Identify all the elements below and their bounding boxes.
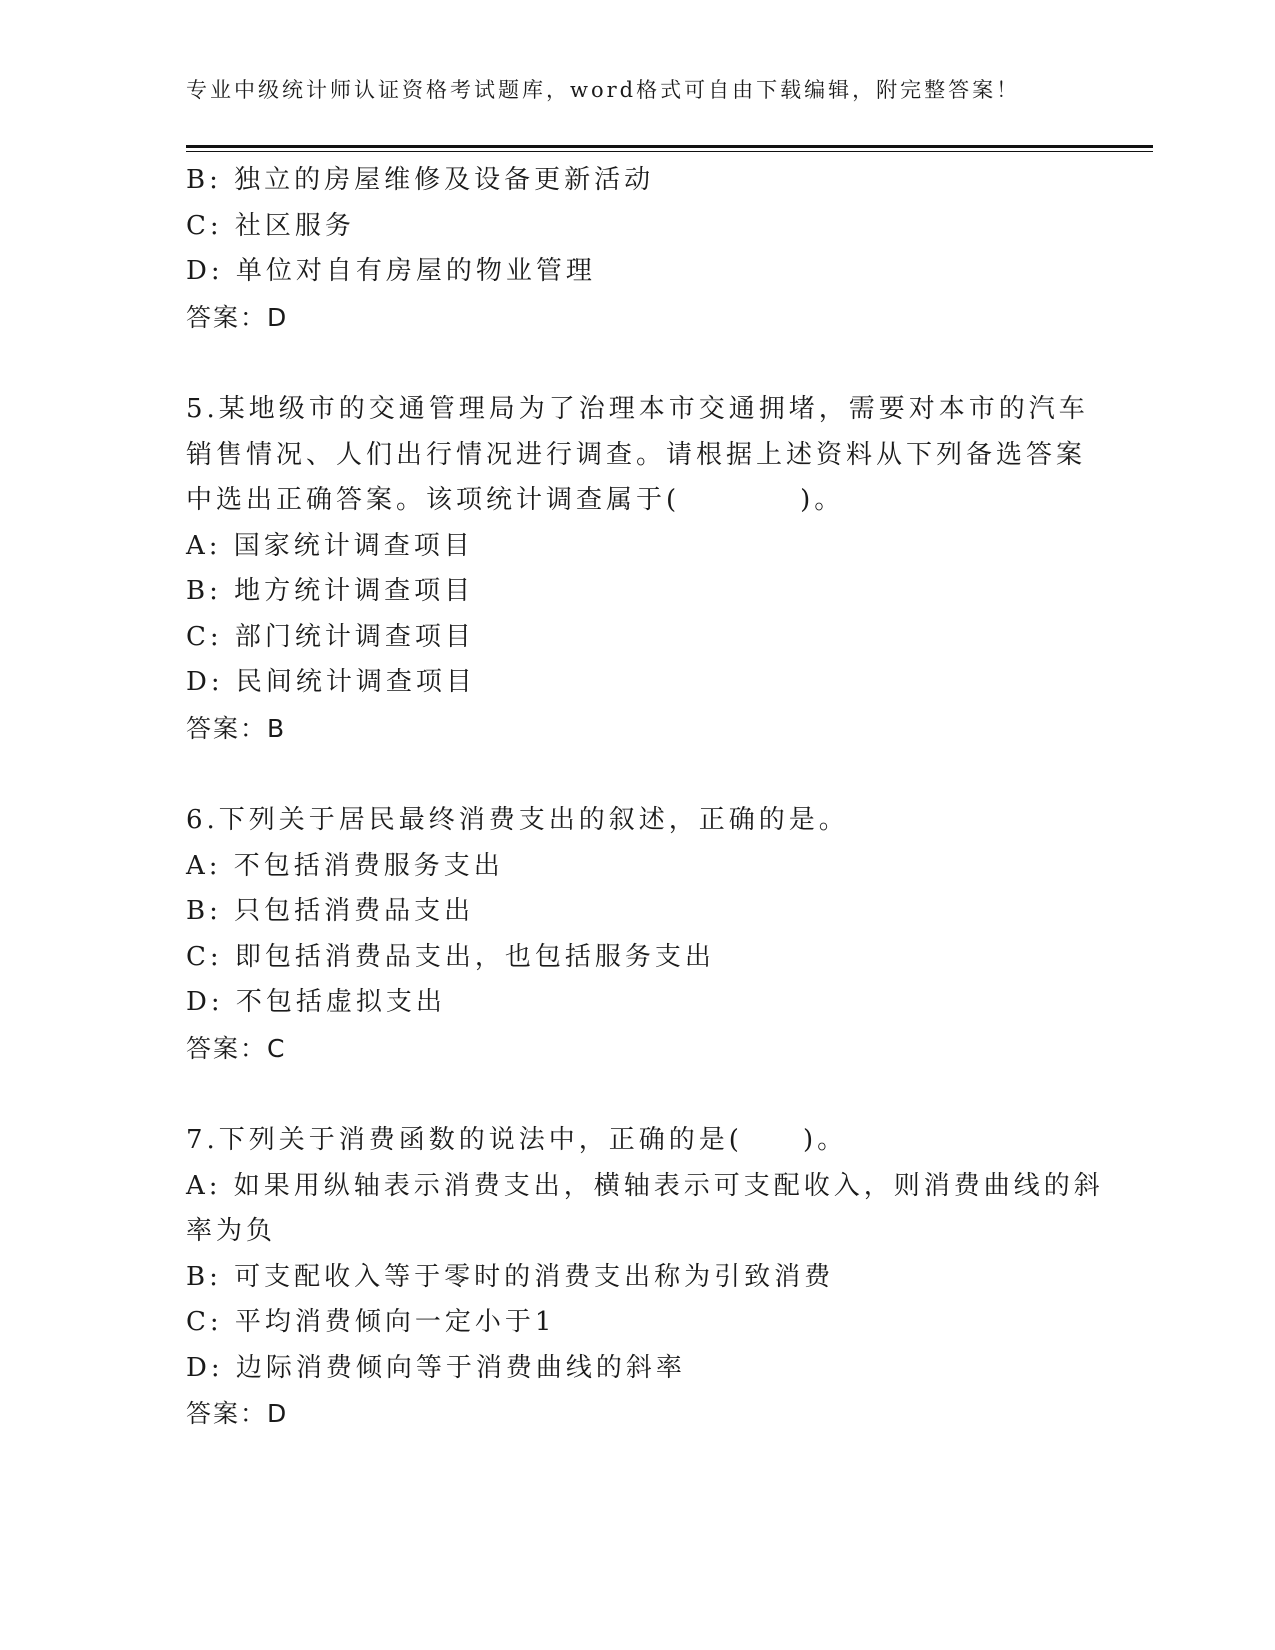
spacer <box>186 340 1086 387</box>
question-content <box>186 158 1104 1437</box>
option-a-continued: 率为负 <box>186 1216 277 1246</box>
question-6 <box>186 798 1086 1071</box>
question-stem-line: 7.下列关于消费函数的说法中，正确的是( )。 <box>186 1125 848 1155</box>
spacer <box>186 1071 1086 1118</box>
question-stem-line: 销售情况、人们出行情况进行调查。请根据上述资料从下列备选答案 <box>186 439 1087 470</box>
option-a: A: 不包括消费服务支出 <box>186 850 504 881</box>
header-rule-thin <box>186 151 1153 152</box>
option-d: D: 民间统计调查项目 <box>186 667 476 697</box>
spacer <box>186 751 1086 798</box>
option-c: C: 平均消费倾向一定小于1 <box>186 1307 556 1337</box>
answer-line: 答案：B <box>186 713 287 743</box>
question-stem-line: 6.下列关于居民最终消费支出的叙述，正确的是。 <box>186 805 849 835</box>
question-5 <box>186 387 1089 751</box>
option-a: A: 如果用纵轴表示消费支出，横轴表示可支配收入，则消费曲线的斜 <box>186 1170 1104 1201</box>
question-7 <box>186 1118 1104 1437</box>
option-d: D: 不包括虚拟支出 <box>186 987 446 1017</box>
option-a: A: 国家统计调查项目 <box>186 530 474 561</box>
answer-line: 答案：C <box>186 1033 287 1063</box>
option-b: B: 独立的房屋维修及设备更新活动 <box>186 165 655 195</box>
option-c: C: 社区服务 <box>186 210 355 241</box>
page-header: 专业中级统计师认证资格考试题库，word格式可自由下载编辑，附完整答案！ <box>186 78 1021 102</box>
option-d: D: 单位对自有房屋的物业管理 <box>186 256 596 286</box>
answer-line: 答案：D <box>186 302 289 332</box>
question-stem-line: 中选出正确答案。该项统计调查属于( )。 <box>186 485 845 515</box>
option-d: D: 边际消费倾向等于消费曲线的斜率 <box>186 1352 686 1383</box>
option-c: C: 部门统计调查项目 <box>186 621 475 652</box>
question-stem-line: 5.某地级市的交通管理局为了治理本市交通拥堵，需要对本市的汽车 <box>186 394 1089 424</box>
header-rule-thick <box>186 145 1153 148</box>
option-c: C: 即包括消费品支出，也包括服务支出 <box>186 941 715 972</box>
question-4-tail <box>186 158 1086 340</box>
option-b: B: 只包括消费品支出 <box>186 896 475 926</box>
option-b: B: 地方统计调查项目 <box>186 576 475 606</box>
option-b: B: 可支配收入等于零时的消费支出称为引致消费 <box>186 1261 835 1292</box>
answer-line: 答案：D <box>186 1399 289 1428</box>
